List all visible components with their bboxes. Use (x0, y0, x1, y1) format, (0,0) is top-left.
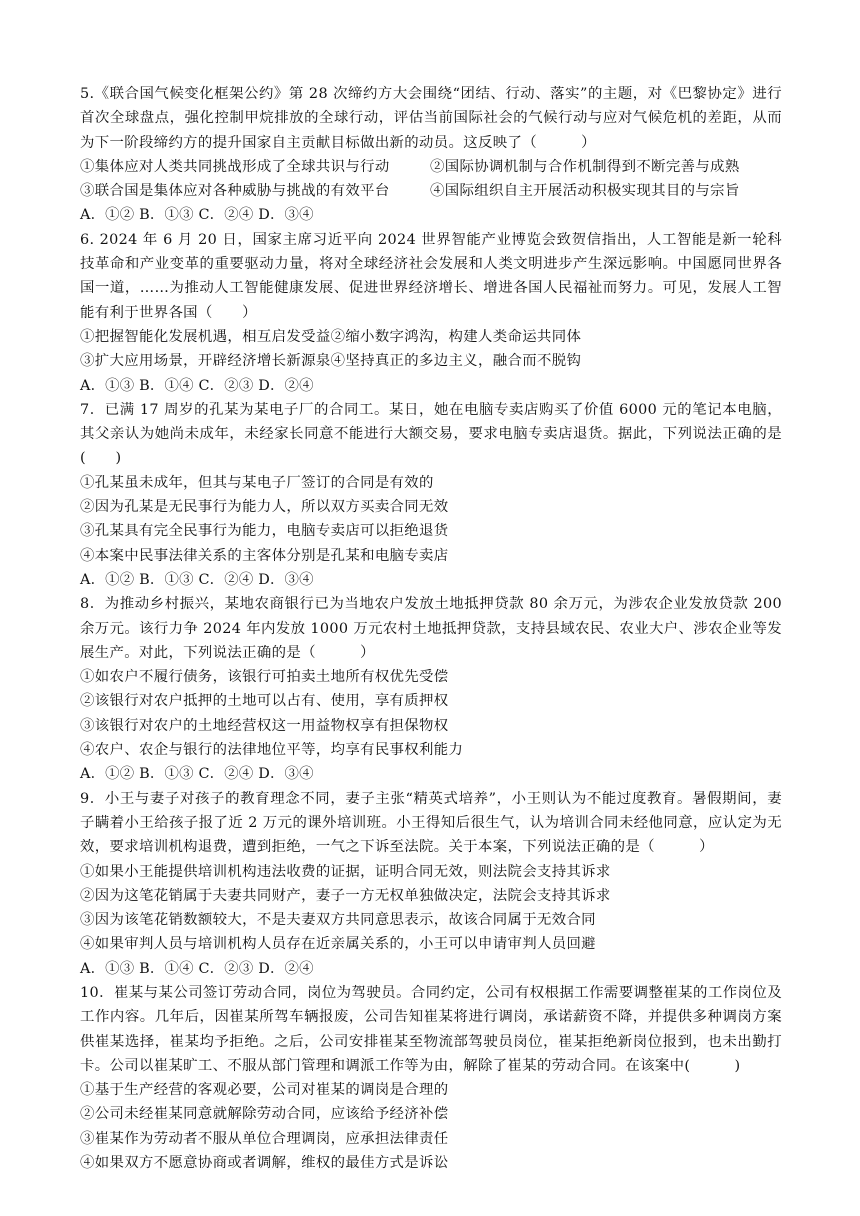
option-3: ③孔某具有完全民事行为能力，电脑专卖店可以拒绝退货 (80, 523, 449, 540)
question-stem: 8．为推动乡村振兴，某地农商银行已为当地农户发放土地抵押贷款 80 余万元，为涉农企业发放贷款 200 余万元。该行力争 2024 年内发放 1000 万元农村土地抵押贷款，支持县域农民、农业大户、涉农企业等发展生产。对此，下列说法正确的是（ ） (80, 596, 782, 661)
option-row (80, 179, 782, 203)
option-4: ④如果审判人员与培训机构人员存在近亲属关系的，小王可以申请审判人员回避 (80, 936, 596, 953)
option-4: ④农户、农企与银行的法律地位平等，均享有民事权利能力 (80, 742, 464, 759)
question-6 (80, 228, 782, 398)
question-stem: 7．已满 17 周岁的孔某为某电子厂的合同工。某日，她在电脑专卖店购买了价值 6000 元的笔记本电脑，其父亲认为她尚未成年，未经家长同意不能进行大额交易，要求电脑专卖店退货。据此，下列说法正确的是( ) (80, 401, 782, 467)
answer-choices: A．①③ B．①④ C．②③ D．②④ (80, 377, 314, 394)
option-line: ③扩大应用场景，开辟经济增长新源泉④坚持真正的多边主义，融合而不脱钩 (80, 353, 582, 370)
option-3: ③联合国是集体应对各种威胁与挑战的有效平台 (80, 183, 390, 200)
answer-choices: A．①② B．①③ C．②④ D．③④ (80, 766, 314, 783)
question-8 (80, 592, 782, 786)
option-3: ③该银行对农户的土地经营权这一用益物权享有担保物权 (80, 717, 449, 734)
option-4: ④国际组织自主开展活动积极实现其目的与宗旨 (430, 183, 740, 200)
option-3: ③崔某作为劳动者不服从单位合理调岗，应承担法律责任 (80, 1130, 449, 1147)
option-1: ①如果小王能提供培训机构违法收费的证据，证明合同无效，则法院会支持其诉求 (80, 863, 611, 880)
answer-choices: A．①② B．①③ C．②④ D．③④ (80, 571, 314, 588)
question-stem: 5.《联合国气候变化框架公约》第 28 次缔约方大会围绕“团结、行动、落实”的主题，对《巴黎协定》进行首次全球盘点，强化控制甲烷排放的全球行动，评估当前国际社会的气候行动与应对气候危机的差距，从而为下一阶段缔约方的提升国家自主贡献目标做出新的动员。这反映了（ ） (80, 86, 782, 151)
option-2: ②因为孔某是无民事行为能力人，所以双方买卖合同无效 (80, 499, 449, 516)
option-1: ①孔某虽未成年，但其与某电子厂签订的合同是有效的 (80, 474, 434, 491)
exam-page (80, 82, 782, 1175)
question-stem: 9．小王与妻子对孩子的教育理念不同，妻子主张“精英式培养”，小王则认为不能过度教育。暑假期间，妻子瞒着小王给孩子报了近 2 万元的课外培训班。小王得知后很生气，认为培训合同未经他同意，应认定为无效，要求培训机构退费，遭到拒绝，一气之下诉至法院。关于本案，下列说法正确的是（ ） (80, 790, 782, 856)
answer-choices: A．①② B．①③ C．②④ D．③④ (80, 207, 314, 224)
option-1: ①集体应对人类共同挑战形成了全球共识与行动 (80, 158, 390, 175)
option-4: ④本案中民事法律关系的主客体分别是孔某和电脑专卖店 (80, 547, 449, 564)
option-3: ③因为该笔花销数额较大，不是夫妻双方共同意思表示，故该合同属于无效合同 (80, 912, 596, 929)
option-2: ②国际协调机制与合作机制得到不断完善与成熟 (430, 158, 740, 175)
question-stem: 6. 2024 年 6 月 20 日，国家主席习近平向 2024 世界智能产业博览会致贺信指出，人工智能是新一轮科技革命和产业变革的重要驱动力量，将对全球经济社会发展和人类文明进步产生深远影响。中国愿同世界各国一道，……为推动人工智能健康发展、促进世界经济增长、增进各国人民福祉而努力。可见，发展人工智能有利于世界各国（ ） (80, 231, 782, 321)
option-row (80, 155, 782, 179)
question-9 (80, 787, 782, 981)
option-4: ④如果双方不愿意协商或者调解，维权的最佳方式是诉讼 (80, 1155, 449, 1172)
option-1: ①基于生产经营的客观必要，公司对崔某的调岗是合理的 (80, 1082, 449, 1099)
answer-choices: A．①③ B．①④ C．②③ D．②④ (80, 960, 314, 977)
question-7 (80, 398, 782, 592)
option-line: ①把握智能化发展机遇，相互启发受益②缩小数字鸿沟，构建人类命运共同体 (80, 328, 582, 345)
option-2: ②公司未经崔某同意就解除劳动合同，应该给予经济补偿 (80, 1106, 449, 1123)
question-5 (80, 82, 782, 228)
option-2: ②该银行对农户抵押的土地可以占有、使用，享有质押权 (80, 693, 449, 710)
option-1: ①如农户不履行债务，该银行可拍卖土地所有权优先受偿 (80, 669, 449, 686)
question-stem: 10．崔某与某公司签订劳动合同，岗位为驾驶员。合同约定，公司有权根据工作需要调整崔某的工作岗位及工作内容。几年后，因崔某所驾车辆报废，公司告知崔某将进行调岗，承诺薪资不降，并提供多种调岗方案供崔某选择，崔某均予拒绝。之后，公司安排崔某至物流部驾驶员岗位，崔某拒绝新岗位报到，也未出勤打卡。公司以崔某旷工、不服从部门管理和调派工作等为由，解除了崔某的劳动合同。在该案中( ) (80, 984, 782, 1074)
option-2: ②因为这笔花销属于夫妻共同财产，妻子一方无权单独做决定，法院会支持其诉求 (80, 887, 611, 904)
question-10 (80, 981, 782, 1175)
